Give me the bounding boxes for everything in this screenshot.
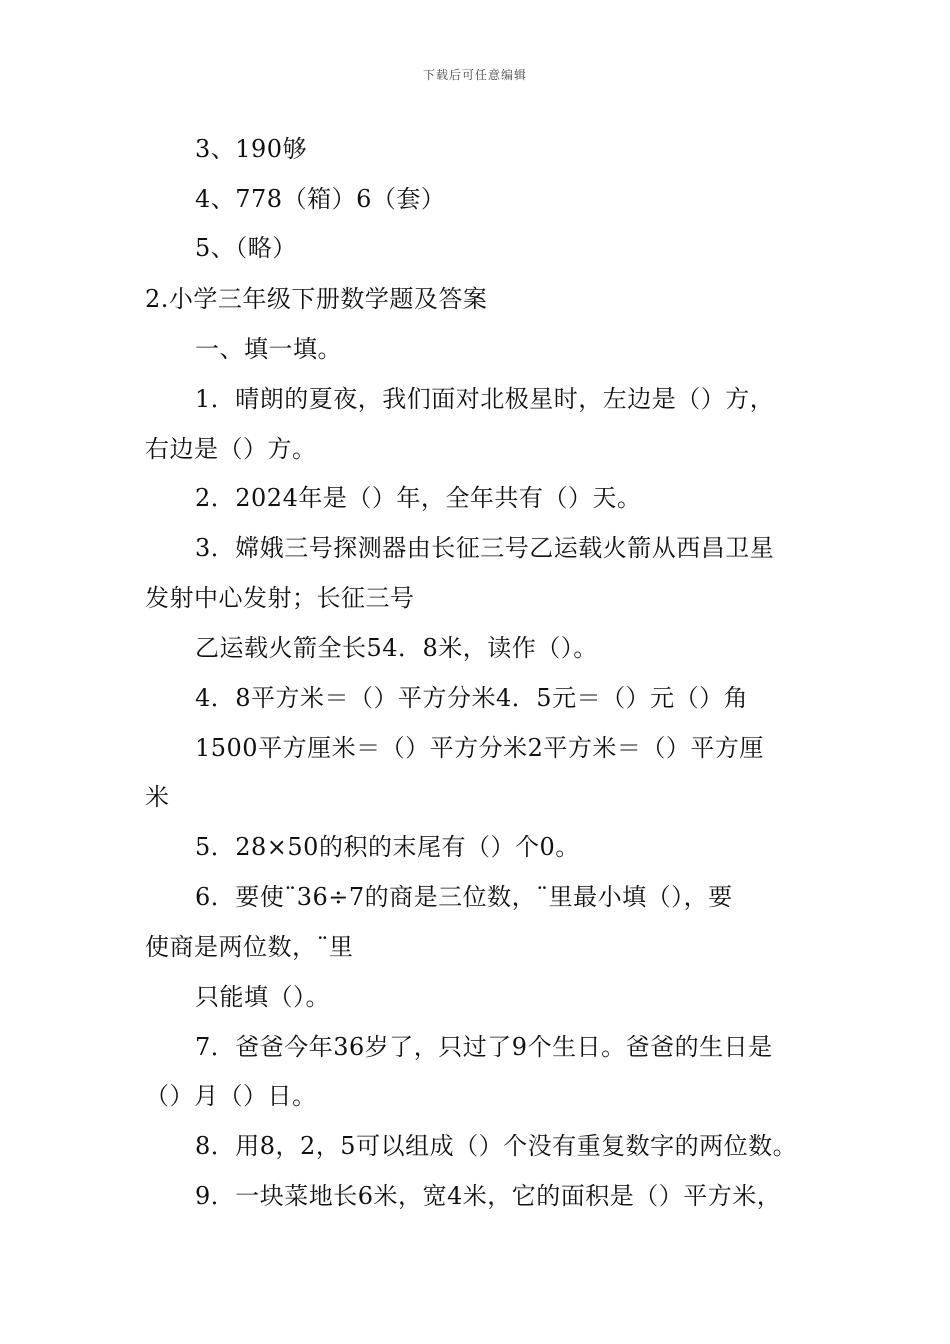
question-6-line-2: 使商是两位数，¨里: [145, 933, 354, 961]
question-3-line-3: 乙运载火箭全长54．8米，读作（）。: [195, 634, 598, 662]
answer-line-4: 4、778（箱）6（套）: [195, 185, 446, 213]
question-8: 8．用8，2，5可以组成（）个没有重复数字的两位数。: [195, 1132, 798, 1160]
question-3-line-2: 发射中心发射；长征三号: [145, 584, 415, 612]
page-header: 下载后可任意编辑: [422, 68, 527, 82]
question-7-line-1: 7．爸爸今年36岁了，只过了9个生日。爸爸的生日是: [195, 1033, 773, 1061]
answer-line-3: 3、190够: [195, 135, 308, 163]
question-3-line-1: 3．嫦娥三号探测器由长征三号乙运载火箭从西昌卫星: [195, 534, 775, 562]
question-1-line-2: 右边是（）方。: [145, 435, 317, 463]
question-4-line-2: 1500平方厘米＝（）平方分米2平方米＝（）平方厘: [195, 734, 764, 762]
question-4-line-1: 4．8平方米＝（）平方分米4．5元＝（）元（）角: [195, 684, 749, 712]
question-5: 5．28×50的积的末尾有（）个0。: [195, 833, 580, 861]
question-6-line-3: 只能填（）。: [195, 983, 330, 1011]
question-6-line-1: 6．要使¨36÷7的商是三位数，¨里最小填（），要: [195, 883, 733, 911]
question-7-line-2: （）月（）日。: [145, 1082, 317, 1110]
section-title: 2.小学三年级下册数学题及答案: [145, 285, 488, 313]
question-9-line-1: 9．一块菜地长6米，宽4米，它的面积是（）平方米，: [195, 1182, 782, 1210]
question-1-line-1: 1．晴朗的夏夜，我们面对北极星时，左边是（）方，: [195, 385, 775, 413]
question-4-line-3: 米: [145, 783, 170, 811]
question-2: 2．2024年是（）年，全年共有（）天。: [195, 484, 642, 512]
answer-line-5: 5、（略）: [195, 234, 297, 262]
part-heading: 一、填一填。: [195, 335, 342, 363]
